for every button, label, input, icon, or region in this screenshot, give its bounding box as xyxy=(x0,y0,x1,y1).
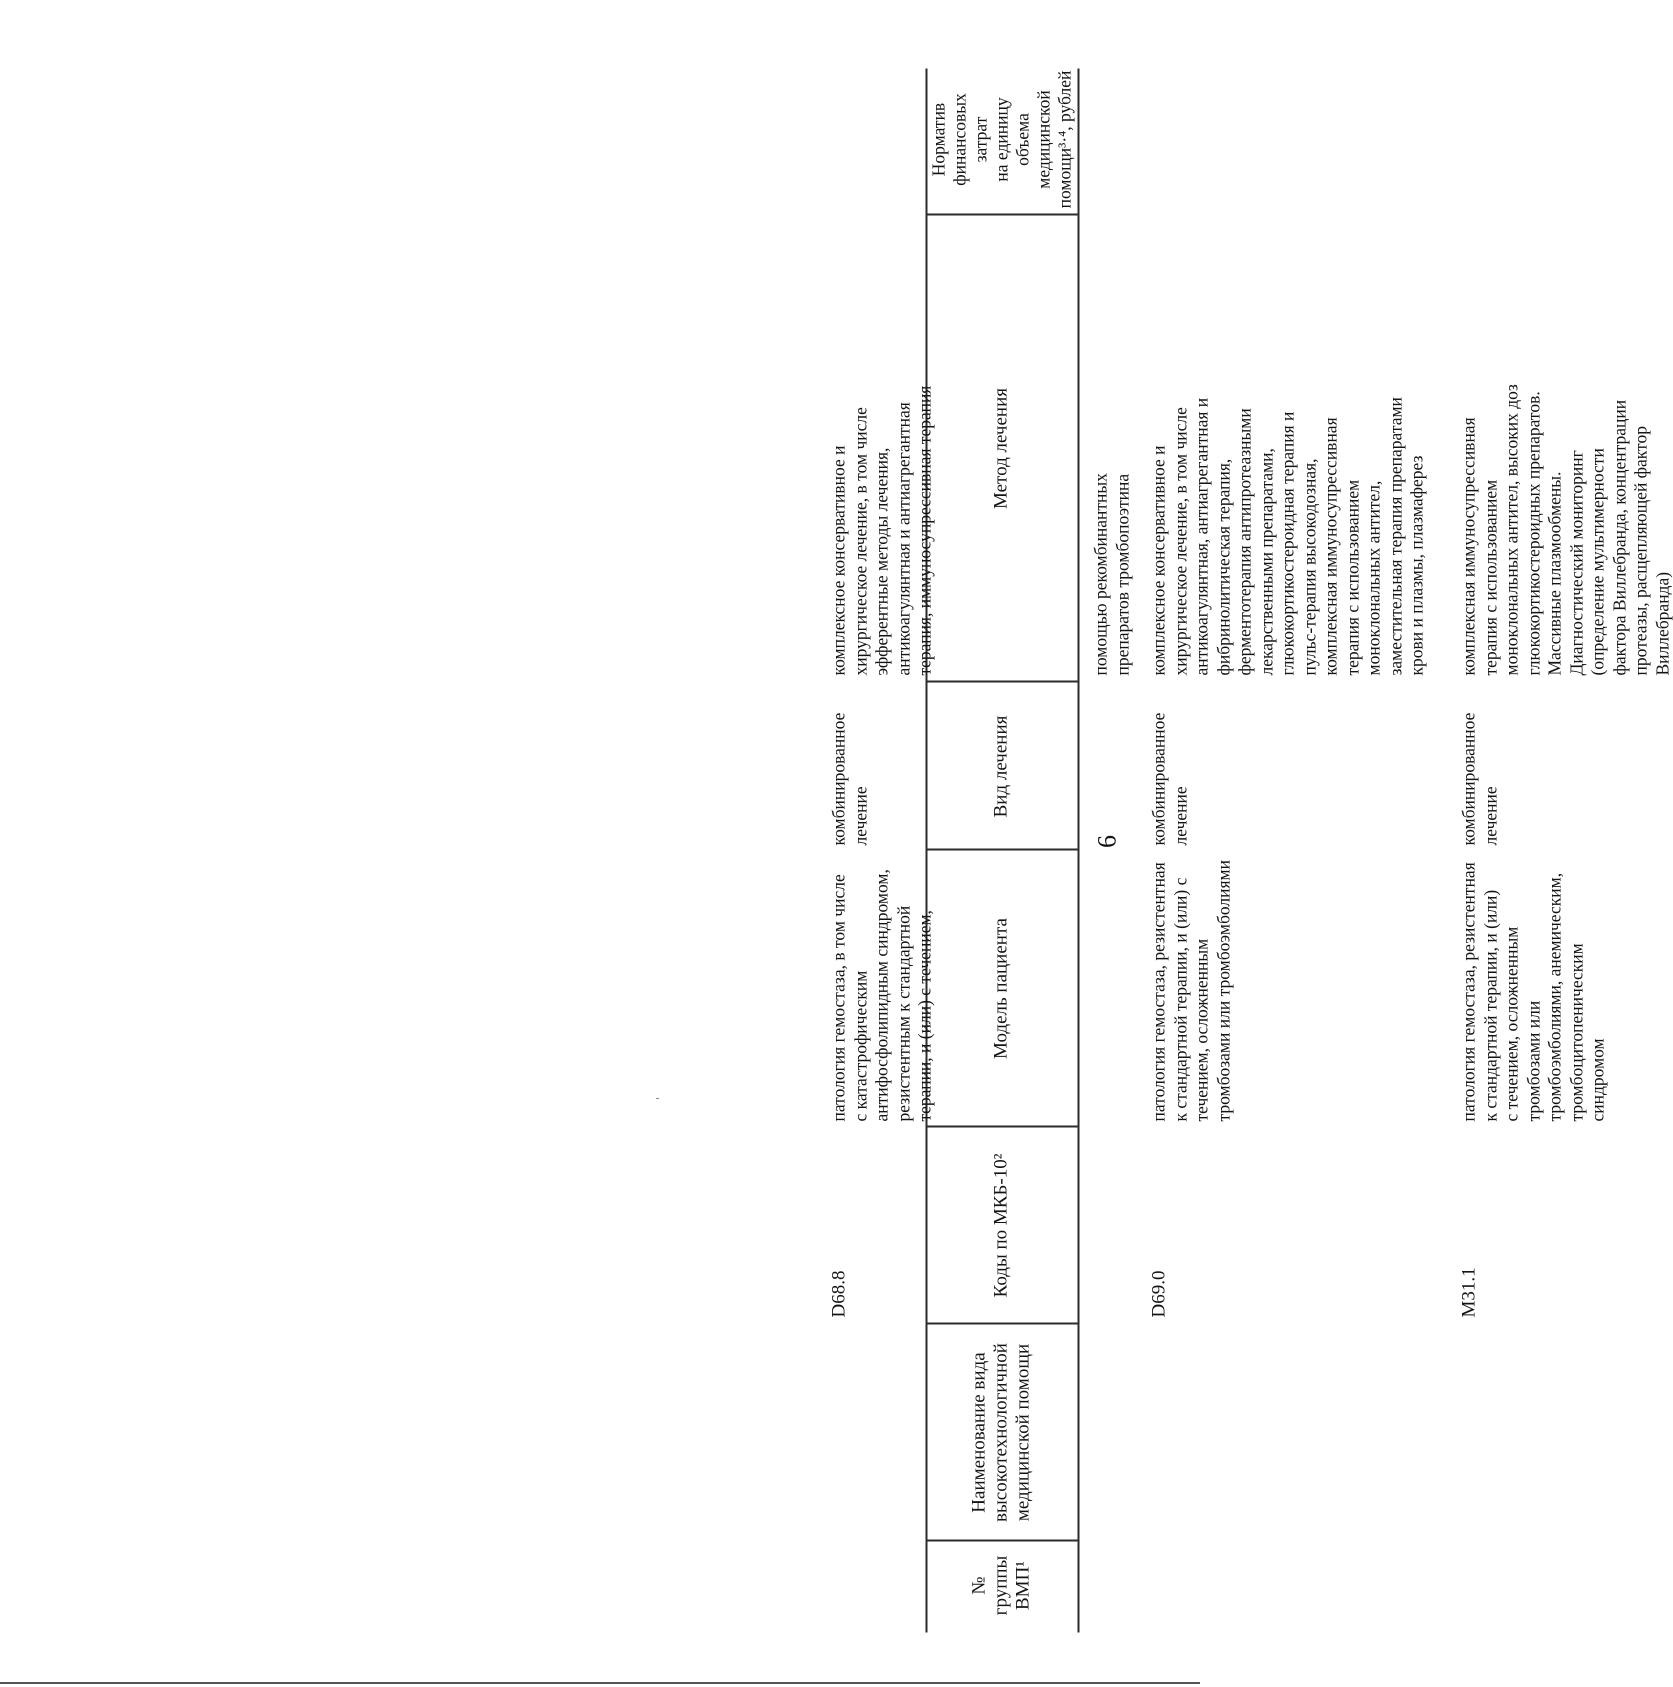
row-3-treatment-type: комбинированное лечение xyxy=(828,712,870,845)
header-group-number: № группы ВМП¹ xyxy=(968,1555,1033,1615)
row-1-patient-model: патология гемостаза, резистентная к стандартной терапии, и (или) с течением, осложненным тромбозами или тромбоэмболиями xyxy=(1148,859,1233,1121)
row-1-icd-code: D69.0 xyxy=(1148,1270,1169,1317)
page-number: 6 xyxy=(1092,834,1121,848)
page-bottom-edge xyxy=(0,1682,1200,1684)
header-patient-model: Модель пациента xyxy=(990,917,1011,1059)
row-2-icd-code: M31.1 xyxy=(1458,1266,1479,1317)
row-2-treatment-method: комплексная иммуносупрессивная терапия с использованием моноклональных антител, высоких доз глюкокортикостероидных препаратов. Массивные плазмообмены. Диагностический мониторинг (определение мультимерности фактора Виллебранда, концентрации протеазы, расщепляющей фактор Виллебранда) xyxy=(1458,383,1672,675)
scan-speck xyxy=(656,1098,659,1099)
row-1-treatment-method: комплексное консервативное и хирургическое лечение, в том числе антикоагулянтная, антиагрегантная и фибринолитическая терапия, ферментотерапия антипротеазными лекарственными препаратами, глюкокортикостероидная терапия и пульс-терапия высокодозная, комплексная иммуносупрессивная терапия с использованием моноклональных антител, заместительная терапия препаратами крови и плазмы, плазмаферез xyxy=(1148,396,1426,675)
row-continuation-method: помощью рекомбинантных препаратов тромбопоэтина xyxy=(1090,472,1132,675)
header-treatment-type: Вид лечения xyxy=(990,715,1011,817)
header-cost-standard: Норматив финансовых затрат на единицу объема медицинской помощи³·⁴, рублей xyxy=(927,70,1074,208)
row-2-patient-model: патология гемостаза, резистентная к стандартной терапии, и (или) с течением, осложненным тромбозами или тромбоэмболиями, анемическим, тромбоцитопеническим синдромом xyxy=(1458,861,1607,1121)
header-icd-codes: Коды по МКБ-10² xyxy=(990,1153,1011,1297)
row-1-treatment-type: комбинированное лечение xyxy=(1148,712,1190,845)
row-3-code-cell: D68.8 xyxy=(828,1270,849,1317)
header-treatment-method: Метод лечения xyxy=(990,387,1011,509)
header-vmp-name: Наименование вида высокотехнологичной медицинской помощи xyxy=(968,1342,1033,1522)
row-3-patient-model: патология гемостаза, в том числе с катастрофическим антифосфолипидным синдромом, резистентным к стандартной терапии, и (или) с течением, xyxy=(828,868,934,1121)
row-2-treatment-type: комбинированное лечение xyxy=(1458,712,1500,845)
row-3-treatment-method: комплексное консервативное и хирургическое лечение, в том числе эфферентные методы лечения, антикоагулянтная и антиагрегантная терапия, иммуносупрессивная терапия xyxy=(828,385,934,675)
